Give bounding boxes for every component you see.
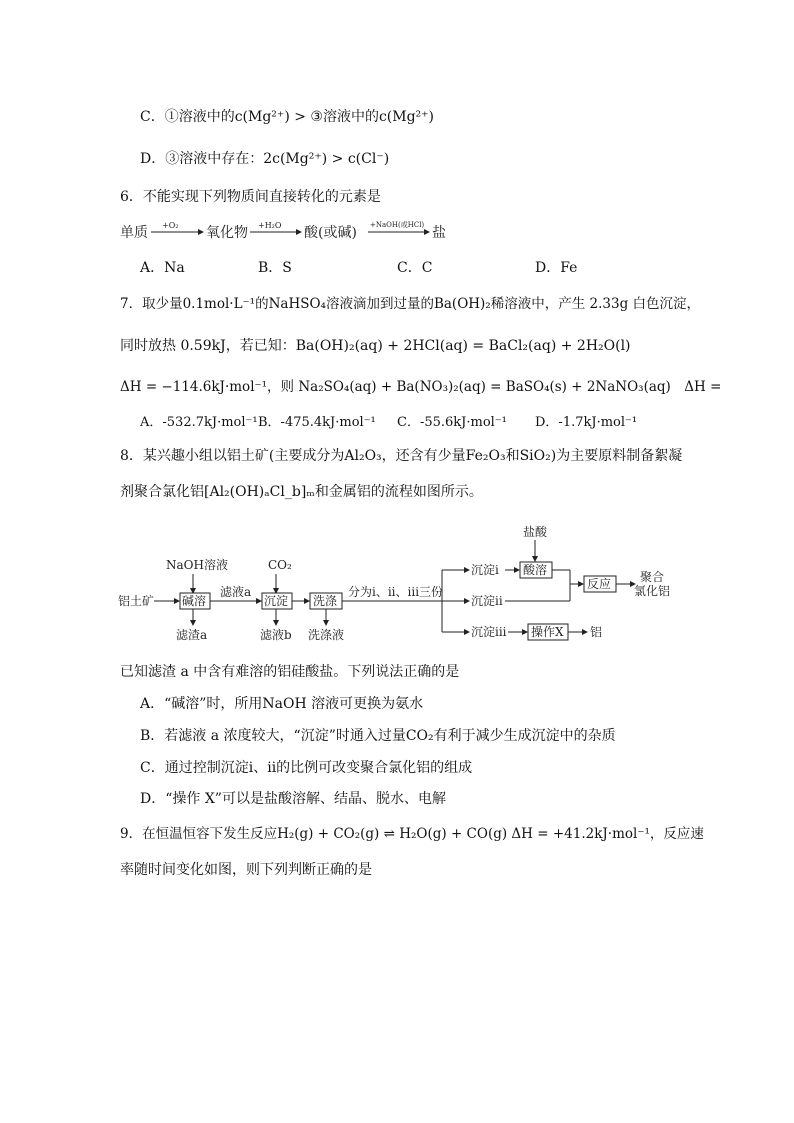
flow-ore: 铝土矿: [118, 594, 155, 608]
q6-option-a: A．Na: [140, 260, 185, 276]
q8-flowchart: [118, 522, 678, 650]
q6-option-b: B．S: [258, 260, 292, 276]
chain-a2: +H₂O: [258, 221, 282, 230]
flow-al: 铝: [590, 625, 603, 639]
flow-opx: 操作X: [531, 625, 564, 639]
flow-co2: CO₂: [268, 558, 292, 572]
q7-option-a: A．-532.7kJ·mol⁻¹: [140, 415, 258, 430]
chain-s2: 氧化物: [206, 225, 248, 241]
q9-line1: 9．在恒温恒容下发生反应H₂(g) + CO₂(g) ⇌ H₂O(g) + CO(g) ΔH = +41.2kJ·mol⁻¹，反应速: [120, 826, 704, 842]
flow-lvye-a: 滤液a: [220, 585, 252, 599]
q6-conversion-chain: [118, 218, 458, 246]
q7-option-b: B．-475.4kJ·mol⁻¹: [258, 415, 376, 430]
q7-option-c: C．-55.6kJ·mol⁻¹: [397, 415, 507, 430]
q6-option-d: D．Fe: [535, 260, 578, 276]
chain-s1: 单质: [120, 225, 148, 241]
q6-option-c: C．C: [397, 260, 433, 276]
flow-product2: 氯化铝: [634, 584, 671, 598]
flow-ppt1: 沉淀i: [471, 563, 499, 577]
flow-naoh: NaOH溶液: [166, 558, 228, 572]
q8-line2: 剂聚合氯化铝[Al₂(OH)ₐCl_b]ₘ和金属铝的流程如图所示。: [120, 484, 483, 500]
chain-s4: 盐: [432, 225, 446, 241]
q7-line1: 7．取少量0.1mol·L⁻¹的NaHSO₄溶液滴加到过量的Ba(OH)₂稀溶液中，产生 2.33g 白色沉淀，: [120, 296, 700, 312]
flow-lvye-b: 滤液b: [260, 628, 292, 642]
flow-fanying: 反应: [587, 577, 612, 591]
flow-ppt3: 沉淀iii: [471, 625, 507, 639]
q8-option-c: C．通过控制沉淀ⅰ、ⅱ的比例可改变聚合氯化铝的组成: [140, 760, 473, 776]
flow-xidi: 洗涤: [313, 594, 338, 608]
flow-split: 分为i、ii、iii三份: [348, 585, 444, 599]
q8-note: 已知滤渣 a 中含有难溶的铝硅酸盐。下列说法正确的是: [120, 664, 460, 680]
flow-lvzha-a: 滤渣a: [176, 628, 208, 642]
q5-option-c: C．①溶液中的c(Mg²⁺) > ③溶液中的c(Mg²⁺): [140, 109, 435, 125]
q8-option-d: D．“操作 X”可以是盐酸溶解、结晶、脱水、电解: [140, 791, 446, 807]
flow-ppt2: 沉淀ii: [471, 594, 503, 608]
q8-option-a: A．“碱溶”时，所用NaOH 溶液可更换为氨水: [140, 696, 424, 712]
flow-chendian: 沉淀: [264, 594, 289, 608]
flow-hcl: 盐酸: [523, 525, 548, 539]
q7-line2: 同时放热 0.59kJ，若已知：Ba(OH)₂(aq) + 2HCl(aq) = BaCl₂(aq) + 2H₂O(l): [120, 338, 631, 354]
flow-xidiye: 洗涤液: [308, 628, 345, 642]
flow-jianrong: 碱溶: [182, 594, 207, 608]
q7-line3: ΔH = −114.6kJ·mol⁻¹，则 Na₂SO₄(aq) + Ba(NO₃)₂(aq) = BaSO₄(s) + 2NaNO₃(aq) ΔH =: [120, 379, 722, 395]
q5-option-d: D．③溶液中存在：2c(Mg²⁺) > c(Cl⁻): [140, 151, 390, 167]
q6-stem: 6．不能实现下列物质间直接转化的元素是: [120, 189, 381, 205]
q8-line1: 8．某兴趣小组以铝土矿(主要成分为Al₂O₃，还含有少量Fe₂O₃和SiO₂)为主要原料制备絮凝: [120, 448, 683, 464]
chain-a3: +NaOH(或HCl): [370, 221, 425, 229]
flow-product1: 聚合: [640, 570, 665, 584]
q7-option-d: D．-1.7kJ·mol⁻¹: [535, 415, 638, 430]
chain-s3: 酸(或碱): [304, 225, 357, 241]
q8-option-b: B．若滤液 a 浓度较大，“沉淀”时通入过量CO₂有利于减少生成沉淀中的杂质: [140, 728, 616, 744]
flow-suanrong: 酸溶: [523, 563, 548, 577]
q9-line2: 率随时间变化如图，则下列判断正确的是: [120, 862, 372, 878]
chain-a1: +O₂: [162, 221, 179, 230]
